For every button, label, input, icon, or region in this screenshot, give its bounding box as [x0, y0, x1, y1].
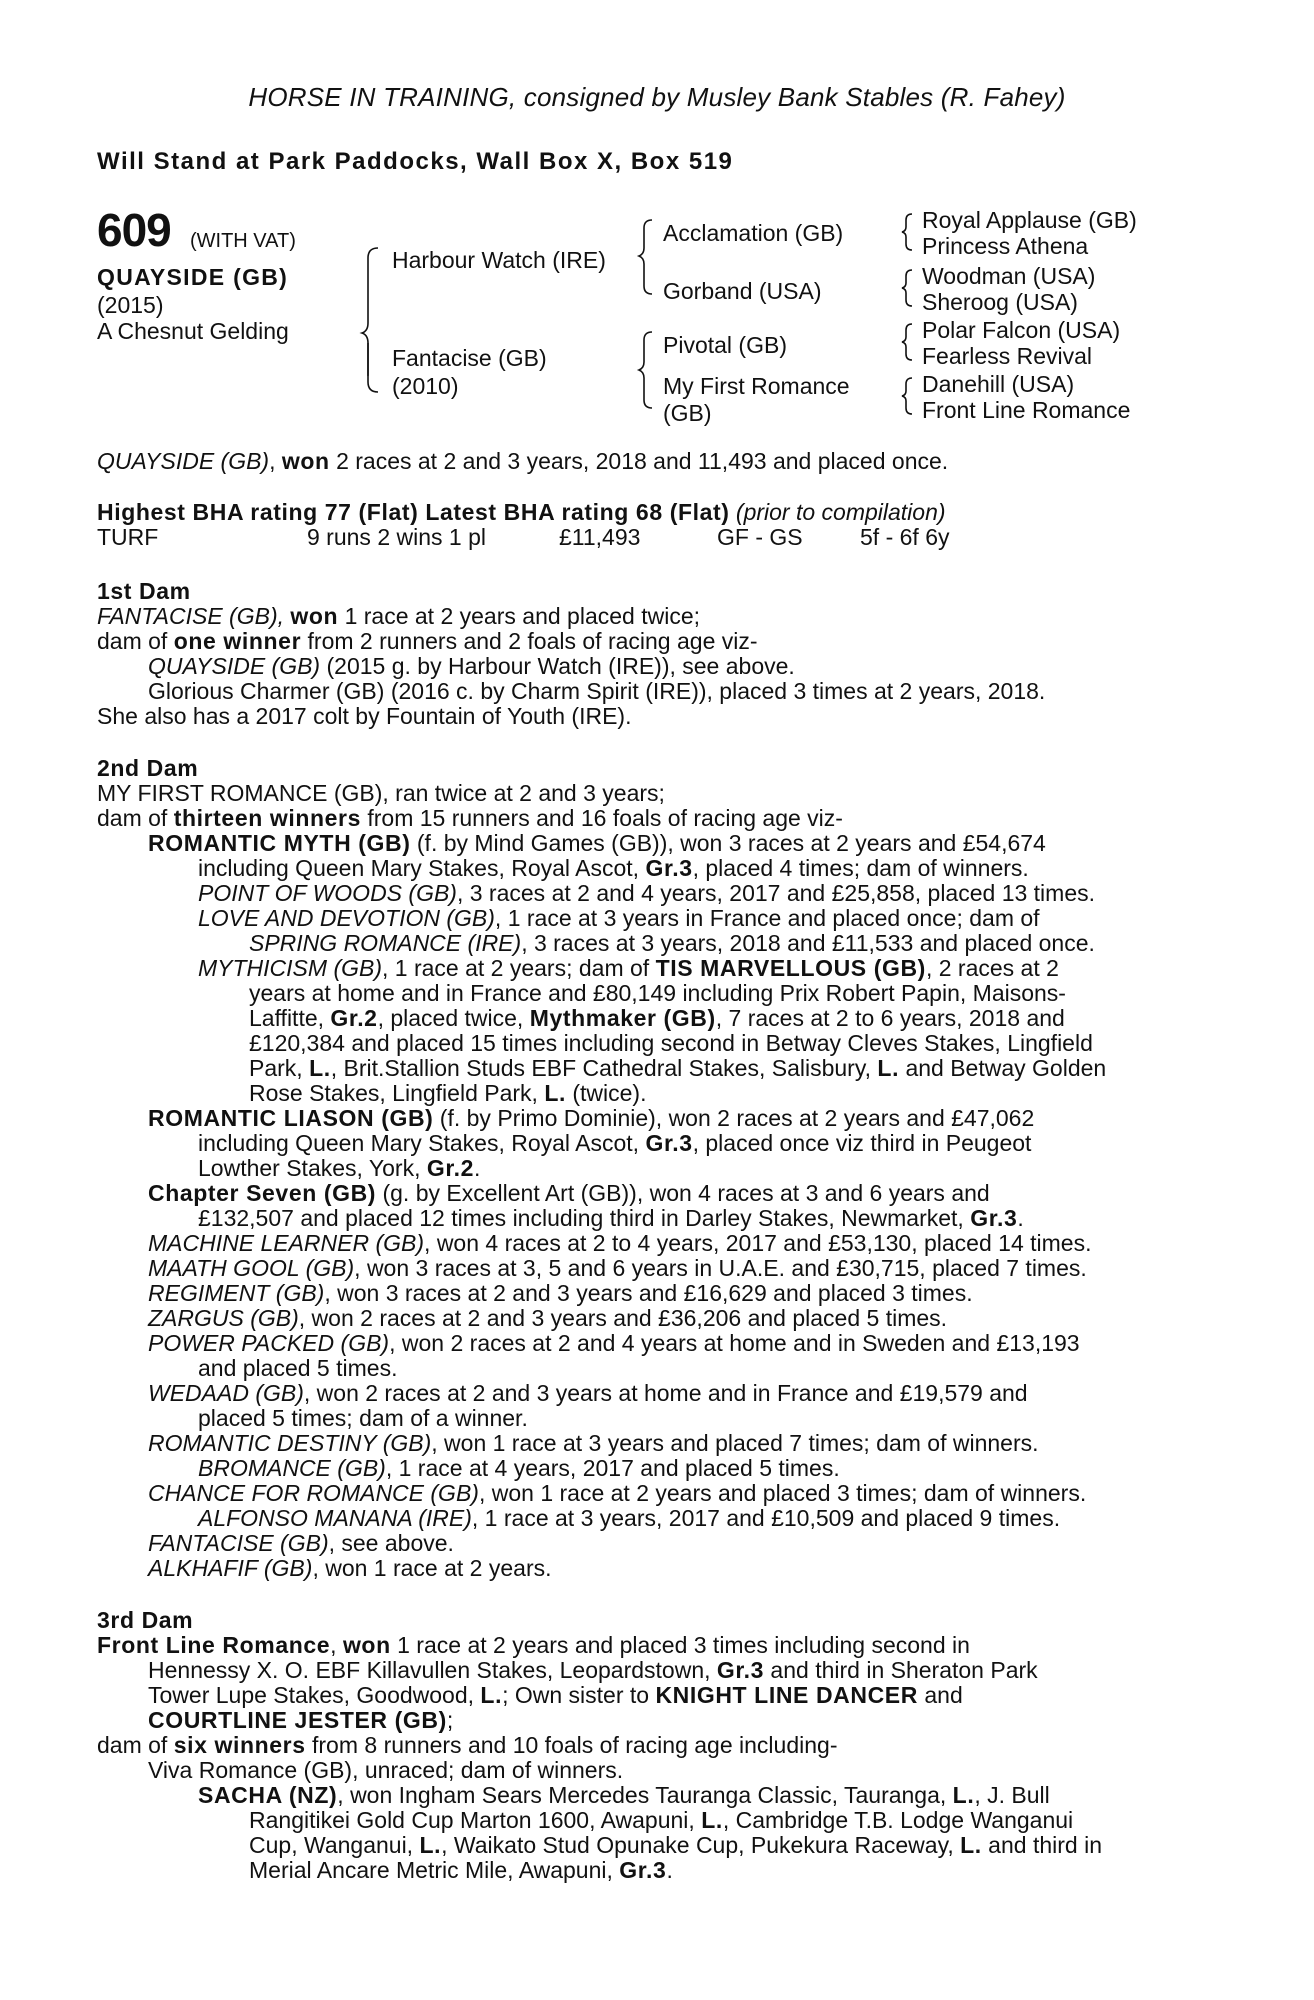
produce-point-of-woods: POINT OF WOODS (GB), 3 races at 2 and 4 years, 2017 and £25,858, placed 13 times. [198, 880, 1096, 906]
produce-alkhafif: ALKHAFIF (GB), won 1 race at 2 years. [148, 1555, 552, 1581]
third-dam-line-3: Tower Lupe Stakes, Goodwood, L.; Own sister to KNIGHT LINE DANCER and [148, 1682, 963, 1708]
produce-mythicism-4: £120,384 and placed 15 times including second in Betway Cleves Stakes, Lingfield [249, 1030, 1093, 1056]
lot-number: 609 [97, 204, 171, 256]
pedigree-dam-sire: Pivotal (GB) [663, 332, 787, 358]
first-dam-foal-1: QUAYSIDE (GB) (2015 g. by Harbour Watch (IRE)), see above. [148, 653, 795, 679]
produce-spring-romance: SPRING ROMANCE (IRE), 3 races at 3 years, 2018 and £11,533 and placed once. [249, 930, 1095, 956]
produce-viva-romance: Viva Romance (GB), unraced; dam of winners. [148, 1757, 624, 1783]
produce-alfonso-manana: ALFONSO MANANA (IRE), 1 race at 3 years, 2017 and £10,509 and placed 9 times. [198, 1505, 1061, 1531]
produce-mythicism: MYTHICISM (GB), 1 race at 2 years; dam of TIS MARVELLOUS (GB), 2 races at 2 [198, 955, 1059, 981]
stand-location: Will Stand at Park Paddocks, Wall Box X, Box 519 [97, 148, 734, 175]
turf-record: TURF 9 runs 2 wins 1 pl £11,493 GF - GS 5f - 6f 6y [97, 524, 950, 550]
produce-romantic-liason-3: Lowther Stakes, York, Gr.2. [198, 1155, 481, 1181]
produce-sacha-3: Cup, Wanganui, L., Waikato Stud Opunake Cup, Pukekura Raceway, L. and third in [249, 1832, 1102, 1858]
pedigree-g6: Fearless Revival [922, 343, 1092, 369]
foaling-year: (2015) [97, 292, 164, 318]
produce-power-packed: POWER PACKED (GB), won 2 races at 2 and 4 years at home and in Sweden and £13,193 [148, 1330, 1080, 1356]
third-dam-line-4: COURTLINE JESTER (GB); [148, 1707, 454, 1733]
produce-fantacise: FANTACISE (GB), see above. [148, 1530, 454, 1556]
second-dam-produce: dam of thirteen winners from 15 runners and 16 foals of racing age viz- [97, 805, 843, 831]
pedigree-dam-dam: My First Romance [663, 373, 850, 399]
pedigree-sire: Harbour Watch (IRE) [392, 247, 606, 273]
produce-romantic-liason-2: including Queen Mary Stakes, Royal Ascot, Gr.3, placed once viz third in Peugeot [198, 1130, 1032, 1156]
pedigree-sire-sire: Acclamation (GB) [663, 220, 844, 246]
first-dam-foal-2: Glorious Charmer (GB) (2016 c. by Charm Spirit (IRE)), placed 3 times at 2 years, 2018. [148, 678, 1046, 704]
produce-love-and-devotion: LOVE AND DEVOTION (GB), 1 race at 3 years in France and placed once; dam of [198, 905, 1040, 931]
pedigree-g8: Front Line Romance [922, 397, 1131, 423]
first-dam-heading: 1st Dam [97, 578, 191, 604]
produce-zargus: ZARGUS (GB), won 2 races at 2 and 3 years and £36,206 and placed 5 times. [148, 1305, 948, 1331]
rating-line: Highest BHA rating 77 (Flat) Latest BHA rating 68 (Flat) (prior to compilation) [97, 499, 946, 525]
pedigree-g2: Princess Athena [922, 233, 1089, 259]
produce-power-packed-2: and placed 5 times. [198, 1355, 398, 1381]
produce-chapter-seven-2: £132,507 and placed 12 times including third in Darley Stakes, Newmarket, Gr.3. [198, 1205, 1024, 1231]
pedigree-dam-dam-country: (GB) [663, 400, 712, 426]
second-dam-heading: 2nd Dam [97, 755, 199, 781]
first-dam-line: FANTACISE (GB), won 1 race at 2 years and placed twice; [97, 603, 700, 629]
vat-note: (WITH VAT) [190, 230, 296, 252]
page-header: HORSE IN TRAINING, consigned by Musley Bank Stables (R. Fahey) [248, 82, 1066, 112]
produce-romantic-myth: ROMANTIC MYTH (GB) (f. by Mind Games (GB)), won 3 races at 2 years and £54,674 [148, 830, 1046, 856]
pedigree-sire-dam: Gorband (USA) [663, 278, 822, 304]
pedigree-dam: Fantacise (GB) [392, 345, 547, 371]
produce-mythicism-6: Rose Stakes, Lingfield Park, L. (twice). [249, 1080, 647, 1106]
third-dam-heading: 3rd Dam [97, 1607, 194, 1633]
horse-description: A Chesnut Gelding [97, 318, 289, 344]
produce-chance-for-romance: CHANCE FOR ROMANCE (GB), won 1 race at 2 years and placed 3 times; dam of winners. [148, 1480, 1087, 1506]
horse-name: QUAYSIDE (GB) [97, 264, 289, 290]
produce-machine-learner: MACHINE LEARNER (GB), won 4 races at 2 to 4 years, 2017 and £53,130, placed 14 times. [148, 1230, 1092, 1256]
produce-chapter-seven: Chapter Seven (GB) (g. by Excellent Art (GB)), won 4 races at 3 and 6 years and [148, 1180, 990, 1206]
pedigree-g7: Danehill (USA) [922, 371, 1075, 397]
first-dam-note: She also has a 2017 colt by Fountain of Youth (IRE). [97, 703, 632, 729]
produce-mythicism-2: years at home and in France and £80,149 including Prix Robert Papin, Maisons- [249, 980, 1066, 1006]
produce-bromance: BROMANCE (GB), 1 race at 4 years, 2017 and placed 5 times. [198, 1455, 840, 1481]
produce-sacha-2: Rangitikei Gold Cup Marton 1600, Awapuni, L., Cambridge T.B. Lodge Wanganui [249, 1807, 1074, 1833]
produce-romantic-liason: ROMANTIC LIASON (GB) (f. by Primo Dominie), won 2 races at 2 years and £47,062 [148, 1105, 1035, 1131]
pedigree-dam-year: (2010) [392, 373, 459, 399]
produce-wedaad-2: placed 5 times; dam of a winner. [198, 1405, 528, 1431]
produce-sacha-4: Merial Ancare Metric Mile, Awapuni, Gr.3. [249, 1857, 673, 1883]
pedigree-g4: Sheroog (USA) [922, 289, 1078, 315]
produce-maath-gool: MAATH GOOL (GB), won 3 races at 3, 5 and 6 years in U.A.E. and £30,715, placed 7 times. [148, 1255, 1087, 1281]
produce-mythicism-5: Park, L., Brit.Stallion Studs EBF Cathedral Stakes, Salisbury, L. and Betway Golden [249, 1055, 1107, 1081]
third-dam-line-1: Front Line Romance, won 1 race at 2 years and placed 3 times including second in [97, 1632, 970, 1658]
produce-romantic-destiny: ROMANTIC DESTINY (GB), won 1 race at 3 years and placed 7 times; dam of winners. [148, 1430, 1039, 1456]
second-dam-line: MY FIRST ROMANCE (GB), ran twice at 2 and 3 years; [97, 780, 665, 806]
pedigree-g5: Polar Falcon (USA) [922, 317, 1121, 343]
produce-mythicism-3: Laffitte, Gr.2, placed twice, Mythmaker (GB), 7 races at 2 to 6 years, 2018 and [249, 1005, 1065, 1031]
produce-romantic-myth-2: including Queen Mary Stakes, Royal Ascot, Gr.3, placed 4 times; dam of winners. [198, 855, 1029, 881]
first-dam-produce: dam of one winner from 2 runners and 2 foals of racing age viz- [97, 628, 758, 654]
race-summary: QUAYSIDE (GB), won 2 races at 2 and 3 years, 2018 and 11,493 and placed once. [97, 448, 949, 474]
third-dam-produce: dam of six winners from 8 runners and 10 foals of racing age including- [97, 1732, 838, 1758]
produce-regiment: REGIMENT (GB), won 3 races at 2 and 3 years and £16,629 and placed 3 times. [148, 1280, 973, 1306]
pedigree-g1: Royal Applause (GB) [922, 207, 1137, 233]
third-dam-line-2: Hennessy X. O. EBF Killavullen Stakes, Leopardstown, Gr.3 and third in Sheraton Park [148, 1657, 1038, 1683]
produce-wedaad: WEDAAD (GB), won 2 races at 2 and 3 years at home and in France and £19,579 and [148, 1380, 1028, 1406]
produce-sacha: SACHA (NZ), won Ingham Sears Mercedes Tauranga Classic, Tauranga, L., J. Bull [198, 1782, 1050, 1808]
pedigree-g3: Woodman (USA) [922, 263, 1096, 289]
